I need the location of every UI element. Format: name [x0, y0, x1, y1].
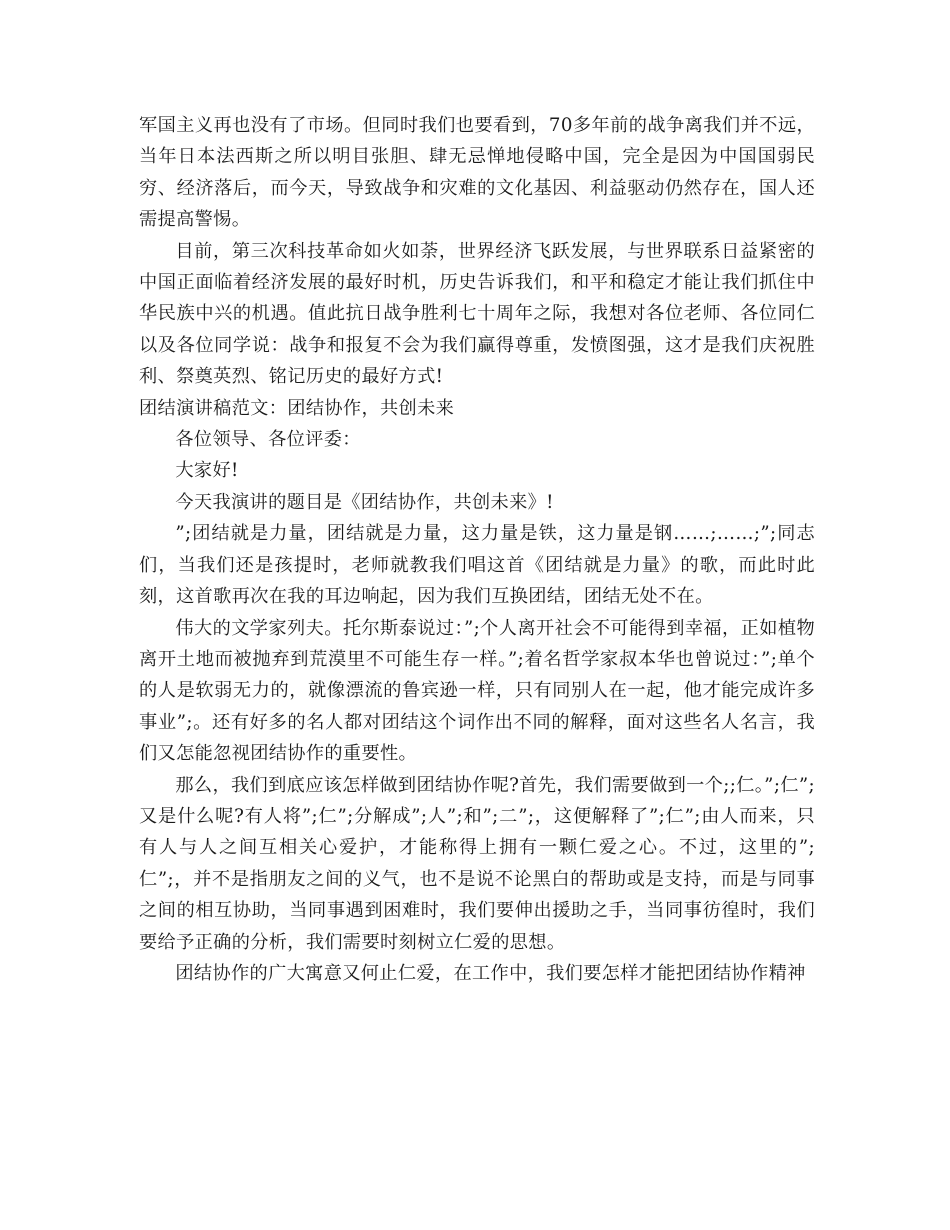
paragraph: 伟大的文学家列夫。托尔斯泰说过：”;个人离开社会不可能得到幸福，正如植物离开土地而被抛弃到荒漠里不可能生存一样。”;着名哲学家叔本华也曾说过：”;单个的人是软弱无力的，就像漂流的鲁宾逊一样，只有同别人在一起，他才能完成许多事业”;。还有好多的名人都对团结这个词作出不同的解释，面对这些名人名言，我们又怎能忽视团结协作的重要性。 [139, 617, 815, 765]
paragraph: 团结协作的广大寓意又何止仁爱，在工作中，我们要怎样才能把团结协作精神 [175, 962, 806, 984]
paragraph: 目前，第三次科技革命如火如荼，世界经济飞跃发展，与世界联系日益紧密的中国正面临着经济发展的最好时机，历史告诉我们，和平和稳定才能让我们抓住中华民族中兴的机遇。值此抗日战争胜利七十周年之际，我想对各位老师、各位同仁以及各位同学说：战争和报复不会为我们赢得尊重，发愤图强，这才是我们庆祝胜利、祭奠英烈、铭记历史的最好方式! [139, 240, 815, 388]
section-heading: 团结演讲稿范文：团结协作，共创未来 [139, 397, 455, 419]
paragraph: ”;团结就是力量，团结就是力量，这力量是铁，这力量是钢……;……;”;同志们，当我们还是孩提时，老师就教我们唱这首《团结就是力量》的歌，而此时此刻，这首歌再次在我的耳边响起，因为我们互换团结，团结无处不在。 [139, 523, 815, 608]
paragraph-continued: 军国主义再也没有了市场。但同时我们也要看到，70多年前的战争离我们并不远，当年日本法西斯之所以明目张胆、肆无忌惮地侵略中国，完全是因为中国国弱民穷、经济落后，而今天，导致战争和灾难的文化基因、利益驱动仍然存在，国人还需提高警惕。 [139, 115, 815, 231]
salutation: 各位领导、各位评委： [175, 429, 361, 451]
greeting: 大家好! [175, 460, 239, 482]
paragraph: 那么，我们到底应该怎样做到团结协作呢?首先，我们需要做到一个;;仁。”;仁”;又是什么呢?有人将”;仁”;分解成”;人”;和”;二”;，这便解释了”;仁”;由人而来，只有人与人之间互相关心爱护，才能称得上拥有一颗仁爱之心。不过，这里的”;仁”;，并不是指朋友之间的义气，也不是说不论黑白的帮助或是支持，而是与同事之间的相互协助，当同事遇到困难时，我们要伸出援助之手，当同事彷徨时，我们要给予正确的分析，我们需要时刻树立仁爱的思想。 [139, 774, 815, 953]
paragraph: 今天我演讲的题目是《团结协作，共创未来》! [175, 491, 554, 513]
document-page [139, 110, 815, 989]
